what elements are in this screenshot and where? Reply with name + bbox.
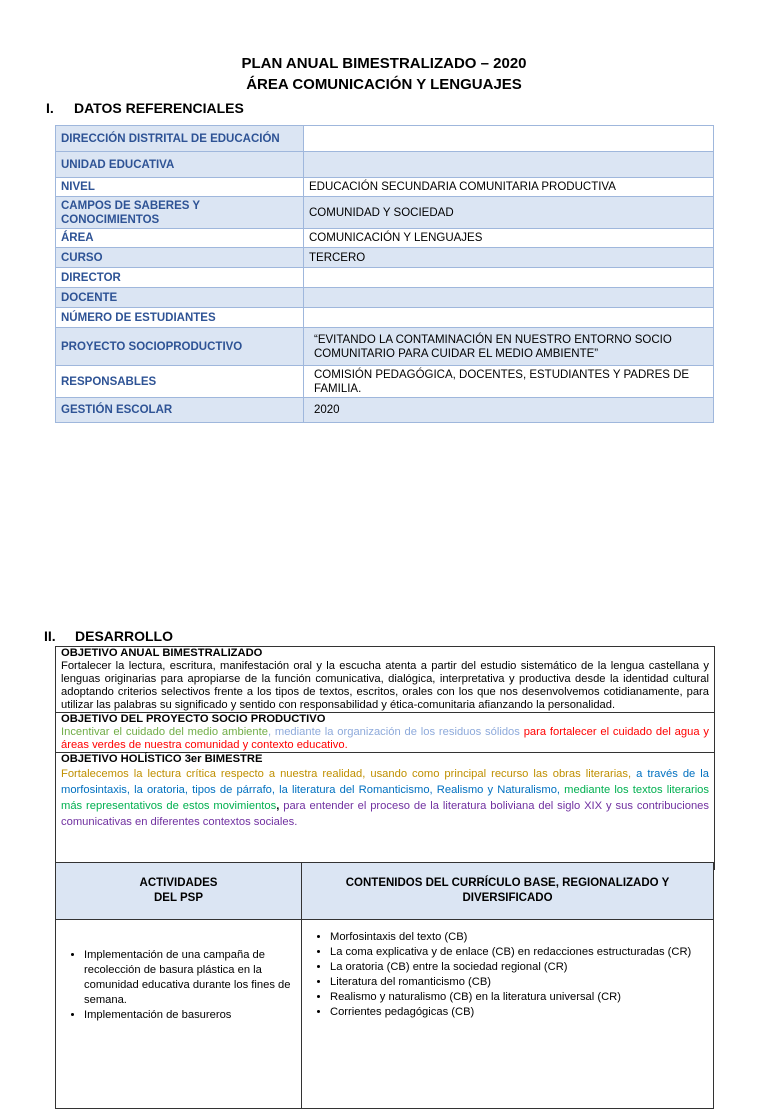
table-row [56, 126, 714, 152]
row-value: COMUNIDAD Y SOCIEDAD [304, 197, 714, 229]
table-row [56, 229, 714, 248]
section-heading-desarrollo [44, 628, 173, 644]
objetivo-psp-part: Incentivar el cuidado del medio ambiente [61, 726, 268, 738]
page-subtitle: ÁREA COMUNICACIÓN Y LENGUAJES [246, 76, 522, 93]
contenidos-list [310, 930, 705, 1020]
row-value: EDUCACIÓN SECUNDARIA COMUNITARIA PRODUCTIVA [304, 178, 714, 197]
objetivo-holistico-part: , [276, 800, 280, 812]
objetivo-psp-part: , mediante la organización de los residuos sólidos [267, 726, 520, 738]
table-row [56, 920, 714, 1109]
list-item: • Realismo y naturalismo (CB) en la literatura universal (CR) [330, 990, 705, 1005]
list-item: • La coma explicativa y de enlace (CB) en redacciones estructuradas (CR) [330, 945, 705, 960]
column-header-actividades [56, 863, 302, 920]
section-title: DESARROLLO [75, 628, 173, 644]
row-label: CAMPOS DE SABERES Y CONOCIMIENTOS [56, 197, 304, 229]
row-value: 2020 [304, 398, 714, 423]
row-value [304, 268, 714, 288]
row-value: COMUNICACIÓN Y LENGUAJES [304, 229, 714, 248]
desarrollo-box [55, 646, 715, 870]
objetivo-psp-text [61, 726, 709, 752]
row-label: NIVEL [56, 178, 304, 197]
section-heading-datos [46, 100, 244, 116]
row-value [304, 288, 714, 308]
actividades-list [64, 948, 293, 1023]
datos-referenciales-table [55, 125, 714, 423]
header-line: ACTIVIDADES [139, 877, 218, 889]
list-item: • Implementación de una campaña de recolección de basura plástica en la comunidad educativa durante los fines de semana. [84, 948, 293, 1008]
header-line: DEL PSP [154, 892, 203, 904]
list-item: • Corrientes pedagógicas (CB) [330, 1005, 705, 1020]
row-label: PROYECTO SOCIOPRODUCTIVO [56, 328, 304, 366]
objetivo-psp-part: para fortalecer el cuidado del agua y áreas verdes de nuestra comunidad y contexto educativo. [61, 726, 709, 751]
table-header-row [56, 863, 714, 920]
objetivo-holistico-text [61, 766, 709, 830]
list-item: • Implementación de basureros [84, 1008, 293, 1023]
column-header-contenidos: CONTENIDOS DEL CURRÍCULO BASE, REGIONALIZADO Y DIVERSIFICADO [302, 863, 714, 920]
table-row [56, 328, 714, 366]
table-row [56, 248, 714, 268]
objetivo-holistico-part: Fortalecemos la lectura crítica respecto a nuestra realidad, usando como principal recurso las obras literarias, [61, 768, 632, 780]
list-item: • La oratoria (CB) entre la sociedad regional (CR) [330, 960, 705, 975]
list-item: • Literatura del romanticismo (CB) [330, 975, 705, 990]
row-label: NÚMERO DE ESTUDIANTES [56, 308, 304, 328]
section-title: DATOS REFERENCIALES [74, 100, 244, 116]
table-row [56, 197, 714, 229]
row-value: TERCERO [304, 248, 714, 268]
section-number: II. [44, 628, 56, 644]
objetivo-holistico-part: a través de la morfosintaxis, la oratoria, tipos de párrafo, la literatura del Romanticismo, Realismo y Naturalismo, [61, 768, 709, 796]
page-title: PLAN ANUAL BIMESTRALIZADO – 2020 [241, 55, 527, 72]
row-label: DIRECTOR [56, 268, 304, 288]
row-value [304, 126, 714, 152]
contenidos-cell [302, 920, 714, 1109]
objetivo-holistico-part: mediante los textos literarios más representativos de estos movimientos [61, 784, 709, 812]
table-row [56, 398, 714, 423]
row-label: DIRECCIÓN DISTRITAL DE EDUCACIÓN [56, 126, 304, 152]
row-value: COMISIÓN PEDAGÓGICA, DOCENTES, ESTUDIANTES Y PADRES DE FAMILIA. [304, 366, 714, 398]
objetivo-anual-text: Fortalecer la lectura, escritura, manifestación oral y la escucha atenta a partir del estudio sistemático de la lengua castellana y lenguas originarias para apropiarse de la función comunicativa, dialógica, interpretativa y productiva desde la identidad cultural adoptando criterios selectivos frente a los tipos de textos, escritos, orales con los que nos desenvolvemos cotidianamente, para utilizar las palabras su significado y sentido con responsabilidad y ética-comunitaria afianzando la personalidad. [61, 660, 709, 711]
row-label: GESTIÓN ESCOLAR [56, 398, 304, 423]
row-label: DOCENTE [56, 288, 304, 308]
table-row [56, 308, 714, 328]
row-label: CURSO [56, 248, 304, 268]
row-label: RESPONSABLES [56, 366, 304, 398]
row-label: ÁREA [56, 229, 304, 248]
objetivo-psp-heading: OBJETIVO DEL PROYECTO SOCIO PRODUCTIVO [61, 713, 326, 725]
objetivo-holistico-heading: OBJETIVO HOLÍSTICO 3er BIMESTRE [61, 753, 263, 765]
row-value [304, 152, 714, 178]
row-value: “EVITANDO LA CONTAMINACIÓN EN NUESTRO ENTORNO SOCIO COMUNITARIO PARA CUIDAR EL MEDIO AMBIENTE” [304, 328, 714, 366]
objetivo-holistico-block [56, 753, 714, 830]
section-number: I. [46, 100, 54, 116]
objetivo-holistico-part: para entender el proceso de la literatura boliviana del siglo XIX y sus contribuciones comunicativas en diferentes contextos sociales. [61, 800, 709, 828]
objetivo-psp-block [56, 713, 714, 753]
row-value [304, 308, 714, 328]
table-row [56, 288, 714, 308]
row-label: UNIDAD EDUCATIVA [56, 152, 304, 178]
list-item: • Morfosintaxis del texto (CB) [330, 930, 705, 945]
table-row [56, 366, 714, 398]
table-row [56, 152, 714, 178]
table-row [56, 178, 714, 197]
objetivo-anual-heading: OBJETIVO ANUAL BIMESTRALIZADO [61, 647, 263, 659]
actividades-cell [56, 920, 302, 1109]
objetivo-anual-block [56, 647, 714, 713]
contenidos-table [55, 862, 714, 1109]
table-row [56, 268, 714, 288]
